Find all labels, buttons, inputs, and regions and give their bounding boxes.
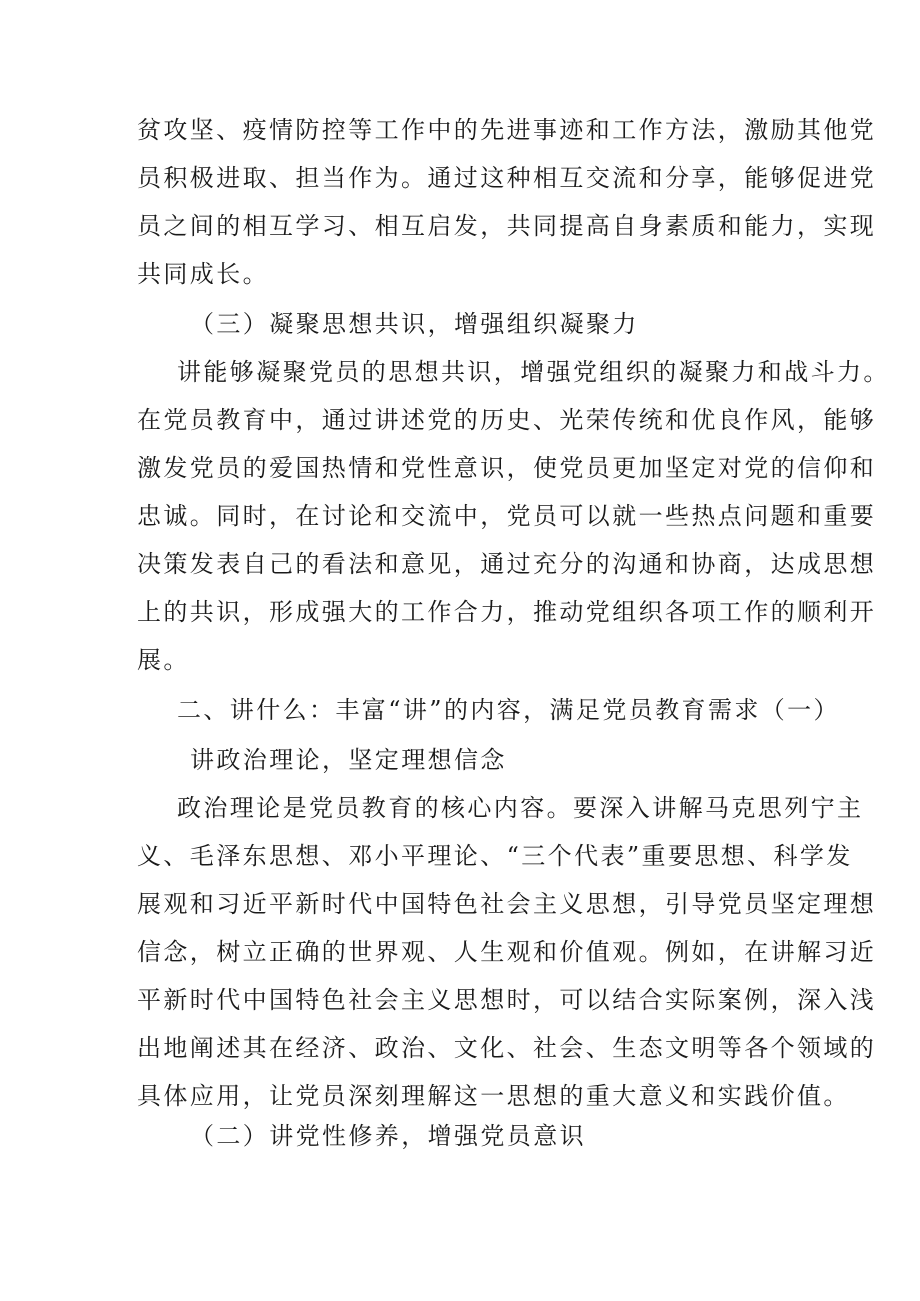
paragraph-start-line: 讲能够凝聚党员的思想共识，增强党组织的凝聚力和战斗力。: [177, 358, 890, 386]
subsection-heading-2: （二）讲党性修养，增强党员意识: [190, 1122, 586, 1150]
text-line: 在党员教育中，通过讲述党的历史、光荣传统和优良作风，能够: [137, 406, 877, 434]
section-heading-2: 二、讲什么：丰富“讲”的内容，满足党员教育需求（一）: [177, 696, 840, 724]
text-line: 共同成长。: [137, 260, 269, 288]
subsection-heading-1: 讲政治理论，坚定理想信念: [190, 746, 507, 774]
text-line: 展观和习近平新时代中国特色社会主义思想，引导党员坚定理想: [137, 890, 877, 918]
text-line: 平新时代中国特色社会主义思想时，可以结合实际案例，深入浅: [137, 986, 877, 1014]
text-line: 出地阐述其在经济、政治、文化、社会、生态文明等各个领域的: [137, 1034, 877, 1062]
section-heading-3: （三）凝聚思想共识，增强组织凝聚力: [190, 310, 639, 338]
text-line: 决策发表自己的看法和意见，通过充分的沟通和协商，达成思想: [137, 550, 877, 578]
text-line: 具体应用，让党员深刻理解这一思想的重大意义和实践价值。: [137, 1082, 850, 1110]
text-line: 员积极进取、担当作为。通过这种相互交流和分享，能够促进党: [137, 164, 877, 192]
text-line: 展。: [137, 646, 190, 674]
text-line: 激发党员的爱国热情和党性意识，使党员更加坚定对党的信仰和: [137, 454, 877, 482]
text-line: 员之间的相互学习、相互启发，共同提高自身素质和能力，实现: [137, 212, 877, 240]
text-line: 信念，树立正确的世界观、人生观和价值观。例如，在讲解习近: [137, 938, 877, 966]
text-line: 忠诚。同时，在讨论和交流中，党员可以就一些热点问题和重要: [137, 502, 877, 530]
text-line: 上的共识，形成强大的工作合力，推动党组织各项工作的顺利开: [137, 598, 877, 626]
paragraph-start-line: 政治理论是党员教育的核心内容。要深入讲解马克思列宁主: [177, 794, 864, 822]
text-line: 义、毛泽东思想、邓小平理论、“三个代表”重要思想、科学发: [137, 842, 853, 870]
text-line: 贫攻坚、疫情防控等工作中的先进事迹和工作方法，激励其他党: [137, 116, 877, 144]
